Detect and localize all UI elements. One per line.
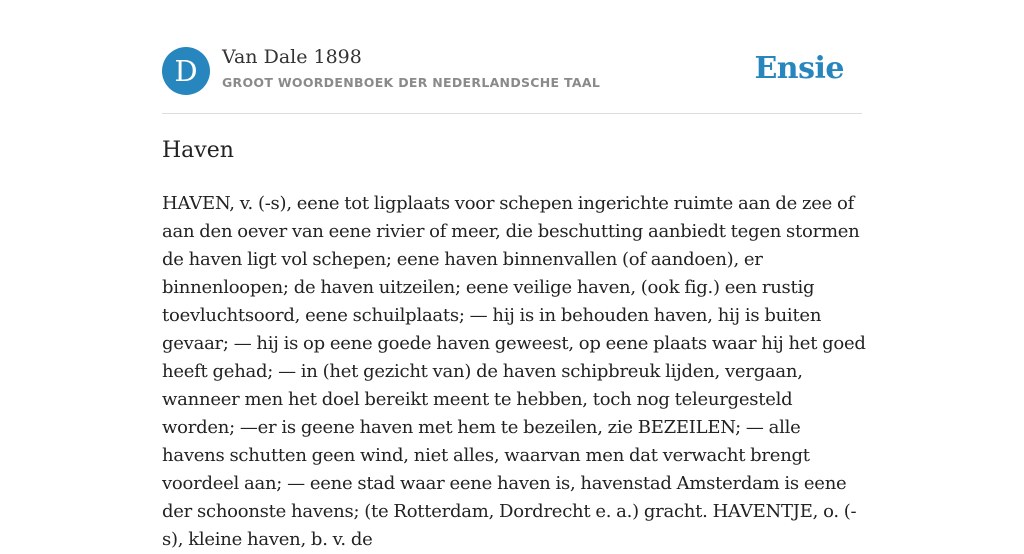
header-divider xyxy=(162,113,862,114)
source-header xyxy=(162,46,862,96)
source-avatar[interactable]: D xyxy=(162,47,210,95)
brand-logo[interactable]: Ensie xyxy=(754,51,844,86)
entry-headword: Haven xyxy=(162,138,234,163)
source-subtitle: GROOT WOORDENBOEK DER NEDERLANDSCHE TAAL xyxy=(222,75,601,90)
entry-definition: HAVEN, v. (-s), eene tot ligplaats voor schepen ingerichte ruimte aan de zee of aan den oever van eene rivier of meer, die beschutting aanbiedt tegen stormen de haven ligt vol schepen; eene haven binnenvallen (of aandoen), er binnenloopen; de haven uitzeilen; eene veilige haven, (ook fig.) een rustig toevluchtsoord, eene schuilplaats; — hij is in behouden haven, hij is buiten gevaar; — hij is op eene goede haven geweest, op eene plaats waar hij het goed heeft gehad; — in (het gezicht van) de haven schipbreuk lijden, vergaan, wanneer men het doel bereikt meent te hebben, toch nog teleurgesteld worden; —er is geene haven met hem te bezeilen, zie BEZEILEN; — alle havens schutten geen wind, niet alles, waarvan men dat verwacht brengt voordeel aan; — eene stad waar eene haven is, havenstad Amsterdam is eene der schoonste havens; (te Rotterdam, Dordrecht e. a.) gracht. HAVENTJE, o. (-s), kleine haven, b. v. de xyxy=(162,193,866,550)
source-title[interactable]: Van Dale 1898 xyxy=(222,46,362,68)
